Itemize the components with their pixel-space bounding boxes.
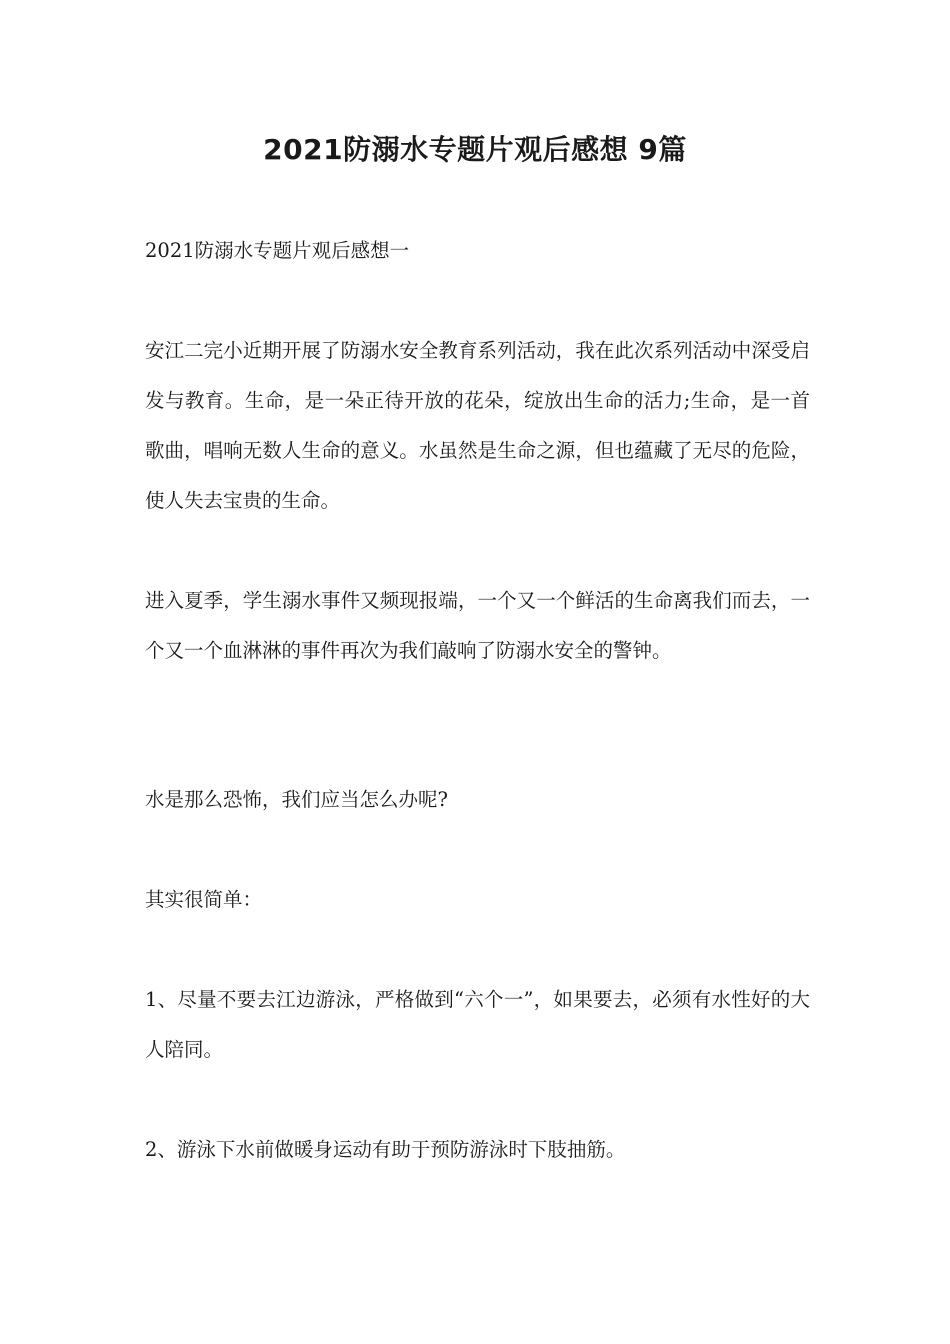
paragraph: 其实很简单： — [145, 888, 263, 911]
list-item: 1、尽量不要去江边游泳，严格做到“六个一”，如果要去，必须有水性好的大人陪同。 — [145, 988, 810, 1061]
paragraph: 安江二完小近期开展了防溺水安全教育系列活动，我在此次系列活动中深受启发与教育。生命，是一朵正待开放的花朵，绽放出生命的活力;生命，是一首歌曲，唱响无数人生命的意义。水虽然是生命之源，但也蕴藏了无尽的危险，使人失去宝贵的生命。 — [145, 339, 810, 512]
paragraph: 水是那么恐怖，我们应当怎么办呢? — [145, 788, 448, 811]
paragraph: 进入夏季，学生溺水事件又频现报端，一个又一个鲜活的生命离我们而去，一个又一个血淋淋的事件再次为我们敲响了防溺水安全的警钟。 — [145, 589, 810, 662]
list-item: 2、游泳下水前做暖身运动有助于预防游泳时下肢抽筋。 — [145, 1138, 626, 1161]
section-heading: 2021防溺水专题片观后感想一 — [145, 239, 410, 262]
document-title: 2021防溺水专题片观后感想 9篇 — [263, 133, 687, 166]
